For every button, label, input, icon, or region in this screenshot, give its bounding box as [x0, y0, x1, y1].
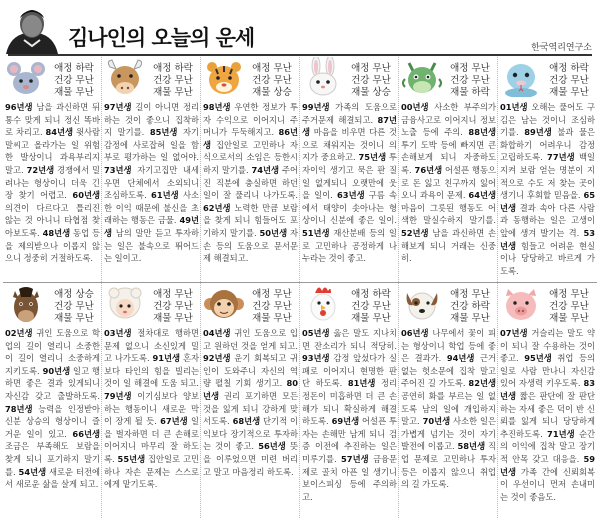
luck-summary — [147, 63, 199, 99]
luck-summary — [543, 289, 595, 325]
luck-line: 재물 하락 — [450, 87, 490, 98]
author-portrait — [6, 6, 58, 54]
fortune-text: 07년생 거슬리는 말도 약이 되니 잘 수용하는 것이 좋고. 95년생 취업 등의 일로 사람 만나니 자신감 있어 자생력 키우도록. 83년생 짧은 판단에 잘 판단하는 자세 좋은 덕이 반 신뢰를 잃게 되니 당당하게 추진하도록. 71년생 순간의 이익에 집착 말고 장기적 안목 갖고 대응을. 59년생 가족 간에 신뢰회복이 우선이니 먼저 손내미는 것이 좋음도. — [500, 328, 595, 502]
fortune-cell-snake — [498, 57, 597, 292]
luck-line: 건강 하락 — [450, 301, 490, 312]
page-header — [0, 0, 600, 56]
luck-line: 건강 무난 — [252, 75, 292, 86]
luck-line: 애정 상승 — [54, 289, 94, 300]
header-rule — [8, 54, 592, 56]
luck-line: 재물 상승 — [351, 87, 391, 98]
ox-icon — [104, 57, 146, 97]
page-title: 김나인의 오늘의 운세 — [68, 26, 255, 50]
rat-icon — [5, 57, 47, 97]
institute-name: 한국역리연구소 — [531, 43, 592, 53]
luck-line: 건강 무난 — [153, 75, 193, 86]
fortune-cell-dragon — [399, 57, 498, 292]
fortune-cell-horse — [3, 283, 102, 518]
luck-line: 재물 무난 — [153, 313, 193, 324]
luck-line: 애정 무난 — [252, 63, 292, 74]
luck-line: 건강 무난 — [252, 301, 292, 312]
luck-line: 애정 하락 — [549, 63, 589, 74]
luck-line: 애정 무난 — [351, 63, 391, 74]
luck-summary — [48, 289, 100, 325]
dog-icon — [401, 283, 443, 323]
fortune-text: 03년생 절차대로 행하면 문제 없으니 소신있게 밀고 나가도록. 91년생 혼자보다 타인의 힘을 빌리는 것이 일 해결에 도움 되고. 79년생 이기심보다 양보하는 행동이니 새로운 막이 장게 될 듯. 67년생 일을 벌자하면 더 큰 손해로 이어지니 마무리 잘 하도록. 55년생 집안일로 고민하나 자손 문제는 스스로에게 맡기도록. — [104, 328, 199, 490]
fortune-text: 99년생 가족의 도움으로 주거문제 해결되고. 87년생 마음을 비우면 다른 것으로 채워지는 것이니 의지가 중요하고. 75년생 투자이익 생기고 묵은 판 질 일 없게되니 오랫만에 웃을 일이. 63년생 구름 속에서 태양이 솟아나는 형상이니 신분에 좋은 일이. 51년생 재산분배 등의 일로 고민하나 공정하게 나누라는 것이 좋고. — [302, 102, 397, 264]
luck-line: 건강 무난 — [549, 75, 589, 86]
luck-line: 재물 무난 — [252, 313, 292, 324]
row-divider — [3, 282, 597, 283]
luck-summary — [345, 63, 397, 99]
fortune-row-2 — [3, 283, 597, 518]
dragon-icon — [401, 57, 443, 97]
luck-line: 건강 무난 — [351, 301, 391, 312]
fortune-text: 02년생 귀인 도움으로 학업의 길이 열리니 소중한 이 길이 열리니 소중하게 지키도록. 90년생 일고 행하면 좋은 결과 있게되니 자신감 갖고 출발하도록. 78년생 능력을 인정받아 신분 상승의 형상이니 즐거운 일이 있고. 66년생 조금은 부족해도 보람을 찾게 되니 포기하지 말기를. 54년생 새로운 터전에서 새로운 삶을 살게 되고. — [5, 328, 100, 490]
luck-line: 재물 무난 — [54, 87, 94, 98]
fortune-text: 01년생 오해는 풀어도 구김은 남는 것이니 조심하기를. 89년생 불과 물은 화합하기 어려우니 감정 고립하도록. 77년생 백일지켜 보람 얻는 명분이 지적으로 수도 저 찾는 곳이 생기니 후회할 믿음을. 65년생 결과 속아 다른 사람과 동행하는 일은 고생이 앞에 생겨 발기는 격. 53년생 힘들고 어려운 현실이나 당당하고 바르게 가도록. — [500, 102, 595, 276]
luck-line: 애정 무난 — [450, 63, 490, 74]
luck-line: 애정 무난 — [252, 289, 292, 300]
fortune-row-1 — [3, 57, 597, 292]
luck-line: 재물 무난 — [153, 87, 193, 98]
fortune-text: 00년생 사소한 부주의가 금융사고로 이어지니 정보 노출 등에 주의. 88년생 투기 도박 등에 빠지면 큰 손해보게 되니 자중하도록. 76년생 어설픈 행동으로 돈 잃고 친구까지 잃어 오니 과욕이 문제. 64년생 마음이 그릇된 행동도 어색한 말실수하지 말기를. 52년생 남을 과신하면 손해보게 되니 거래는 신중히. — [401, 102, 496, 264]
fortune-grid — [3, 57, 597, 527]
luck-line: 건강 무난 — [54, 301, 94, 312]
luck-line: 애정 하락 — [153, 63, 193, 74]
luck-line: 건강 무난 — [450, 75, 490, 86]
rooster-icon — [302, 283, 344, 323]
luck-line: 건강 무난 — [54, 75, 94, 86]
luck-line: 재물 상승 — [252, 87, 292, 98]
fortune-cell-rooster — [300, 283, 399, 518]
luck-line: 재물 무난 — [549, 87, 589, 98]
luck-line: 애정 무난 — [549, 289, 589, 300]
luck-summary — [444, 289, 496, 325]
fortune-text: 98년생 우연한 정보가 투자 수익으로 이어지니 주머니가 두둑해지고. 86년생 집안일로 고민하나 자식으로서의 소임은 등한시 하지 말기를. 74년생 주어진 직분에 충실하면 하던 일이 잘 풀리니 나가도록. 62년생 노력한 만큼 보람을 찾게 되니 힘들어도 포기하지 말기를. 50년생 자손 등의 도움으로 문서문제 해결되고. — [203, 102, 298, 264]
fortune-cell-rabbit — [300, 57, 399, 292]
luck-line: 건강 무난 — [153, 301, 193, 312]
rabbit-icon — [302, 57, 344, 97]
luck-summary — [444, 63, 496, 99]
luck-summary — [147, 289, 199, 325]
luck-line: 재물 무난 — [351, 313, 391, 324]
fortune-cell-dog — [399, 283, 498, 518]
luck-line: 애정 하락 — [351, 289, 391, 300]
fortune-cell-rat — [3, 57, 102, 292]
fortune-text: 97년생 길이 아니면 정리하는 것이 좋으니 집착하지 말기를. 85년생 자기 감정에 사로잡혀 일을 함부로 평가하는 일 없어야. 73년생 자기고집만 내세우면 단체에서 소외되니 조심하도록. 61년생 사소한 이익 때문에 불신을 초래하는 행동은 금물. 49년생 남의 말만 듣고 투자하는 일은 불속으로 뛰어드는 일이고. — [104, 102, 199, 264]
fortune-text: 06년생 나무에서 꽃이 피는 형상이니 학업 등에 좋은 결과가. 94년생 근거 없는 헛소문에 집착 말고 주어진 길 가도록. 82년생 공연히 화를 부르는 일 없도록 남의 일에 개입하지 말고. 70년생 사소한 일은 가볍게 넘기는 것이 자기발전에 이롭고. 58년생 직업 문제로 고민하나 투자 등은 이롭지 않으니 취업의 길 가도록. — [401, 328, 496, 490]
pig-icon — [500, 283, 542, 323]
fortune-text: 05년생 옳은 말도 지나치면 잔소리가 되니 적당히. 93년생 감정 앞섰다가 실패로 이어지니 현명한 판단 하도록. 81년생 정리 정돈이 미흡하면 더 큰 손해가 되니 확실하게 해결하도록. 69년생 어설픈 투자는 손해만 남게 되니 검증 이전에 추진하는 일은 미루기를. 57년생 금융문제로 골치 아픈 일 생기니 보이스피싱 등에 주의하고. — [302, 328, 397, 502]
luck-line: 애정 하락 — [54, 63, 94, 74]
fortune-cell-monkey — [201, 283, 300, 518]
luck-line: 건강 무난 — [549, 301, 589, 312]
luck-summary — [246, 63, 298, 99]
luck-summary — [543, 63, 595, 99]
luck-line: 재물 무난 — [549, 313, 589, 324]
monkey-icon — [203, 283, 245, 323]
luck-line: 애정 무난 — [153, 289, 193, 300]
tiger-icon — [203, 57, 245, 97]
luck-summary — [48, 63, 100, 99]
snake-icon — [500, 57, 542, 97]
luck-line: 건강 무난 — [351, 75, 391, 86]
luck-line: 애정 무난 — [450, 289, 490, 300]
luck-summary — [345, 289, 397, 325]
fortune-cell-sheep — [102, 283, 201, 518]
sheep-icon — [104, 283, 146, 323]
fortune-text: 04년생 귀인 도움으로 입고 원하던 것을 얻게 되고. 92년생 운기 회복되고 귀인이 도와주니 자신의 역량 펼칠 기회 생기고. 80년생 권리 포기하면 모든 것을 잃게 되니 강하게 맞서도록. 68년생 단기적 이익보다 장기적으로 투자하는 것이 좋고. 56년생 뜻을 이루었으면 미련 버리고 말고 마음정리 하도록. — [203, 328, 298, 477]
fortune-cell-pig — [498, 283, 597, 518]
fortune-text: 96년생 남을 과신하면 뒤통수 맞게 되니 정신 똑바로 차리고. 84년생 윗사람 말씨고 올라가는 일 위험한 발상이니 과욕부리지 말고. 72년생 경쟁에서 밀려나는 형상이니 더욱 긴장 찾기 어렵고. 60년생 의견이 다르다고 틀리진 않는 것 아니니 타협점 찾아보도록. 48년생 동업 등을 제의받으나 이롭지 않으니 정중히 거절하도록. — [5, 102, 100, 264]
fortune-cell-ox — [102, 57, 201, 292]
luck-summary — [246, 289, 298, 325]
horse-icon — [5, 283, 47, 323]
luck-line: 재물 무난 — [450, 313, 490, 324]
fortune-cell-tiger — [201, 57, 300, 292]
luck-line: 재물 무난 — [54, 313, 94, 324]
